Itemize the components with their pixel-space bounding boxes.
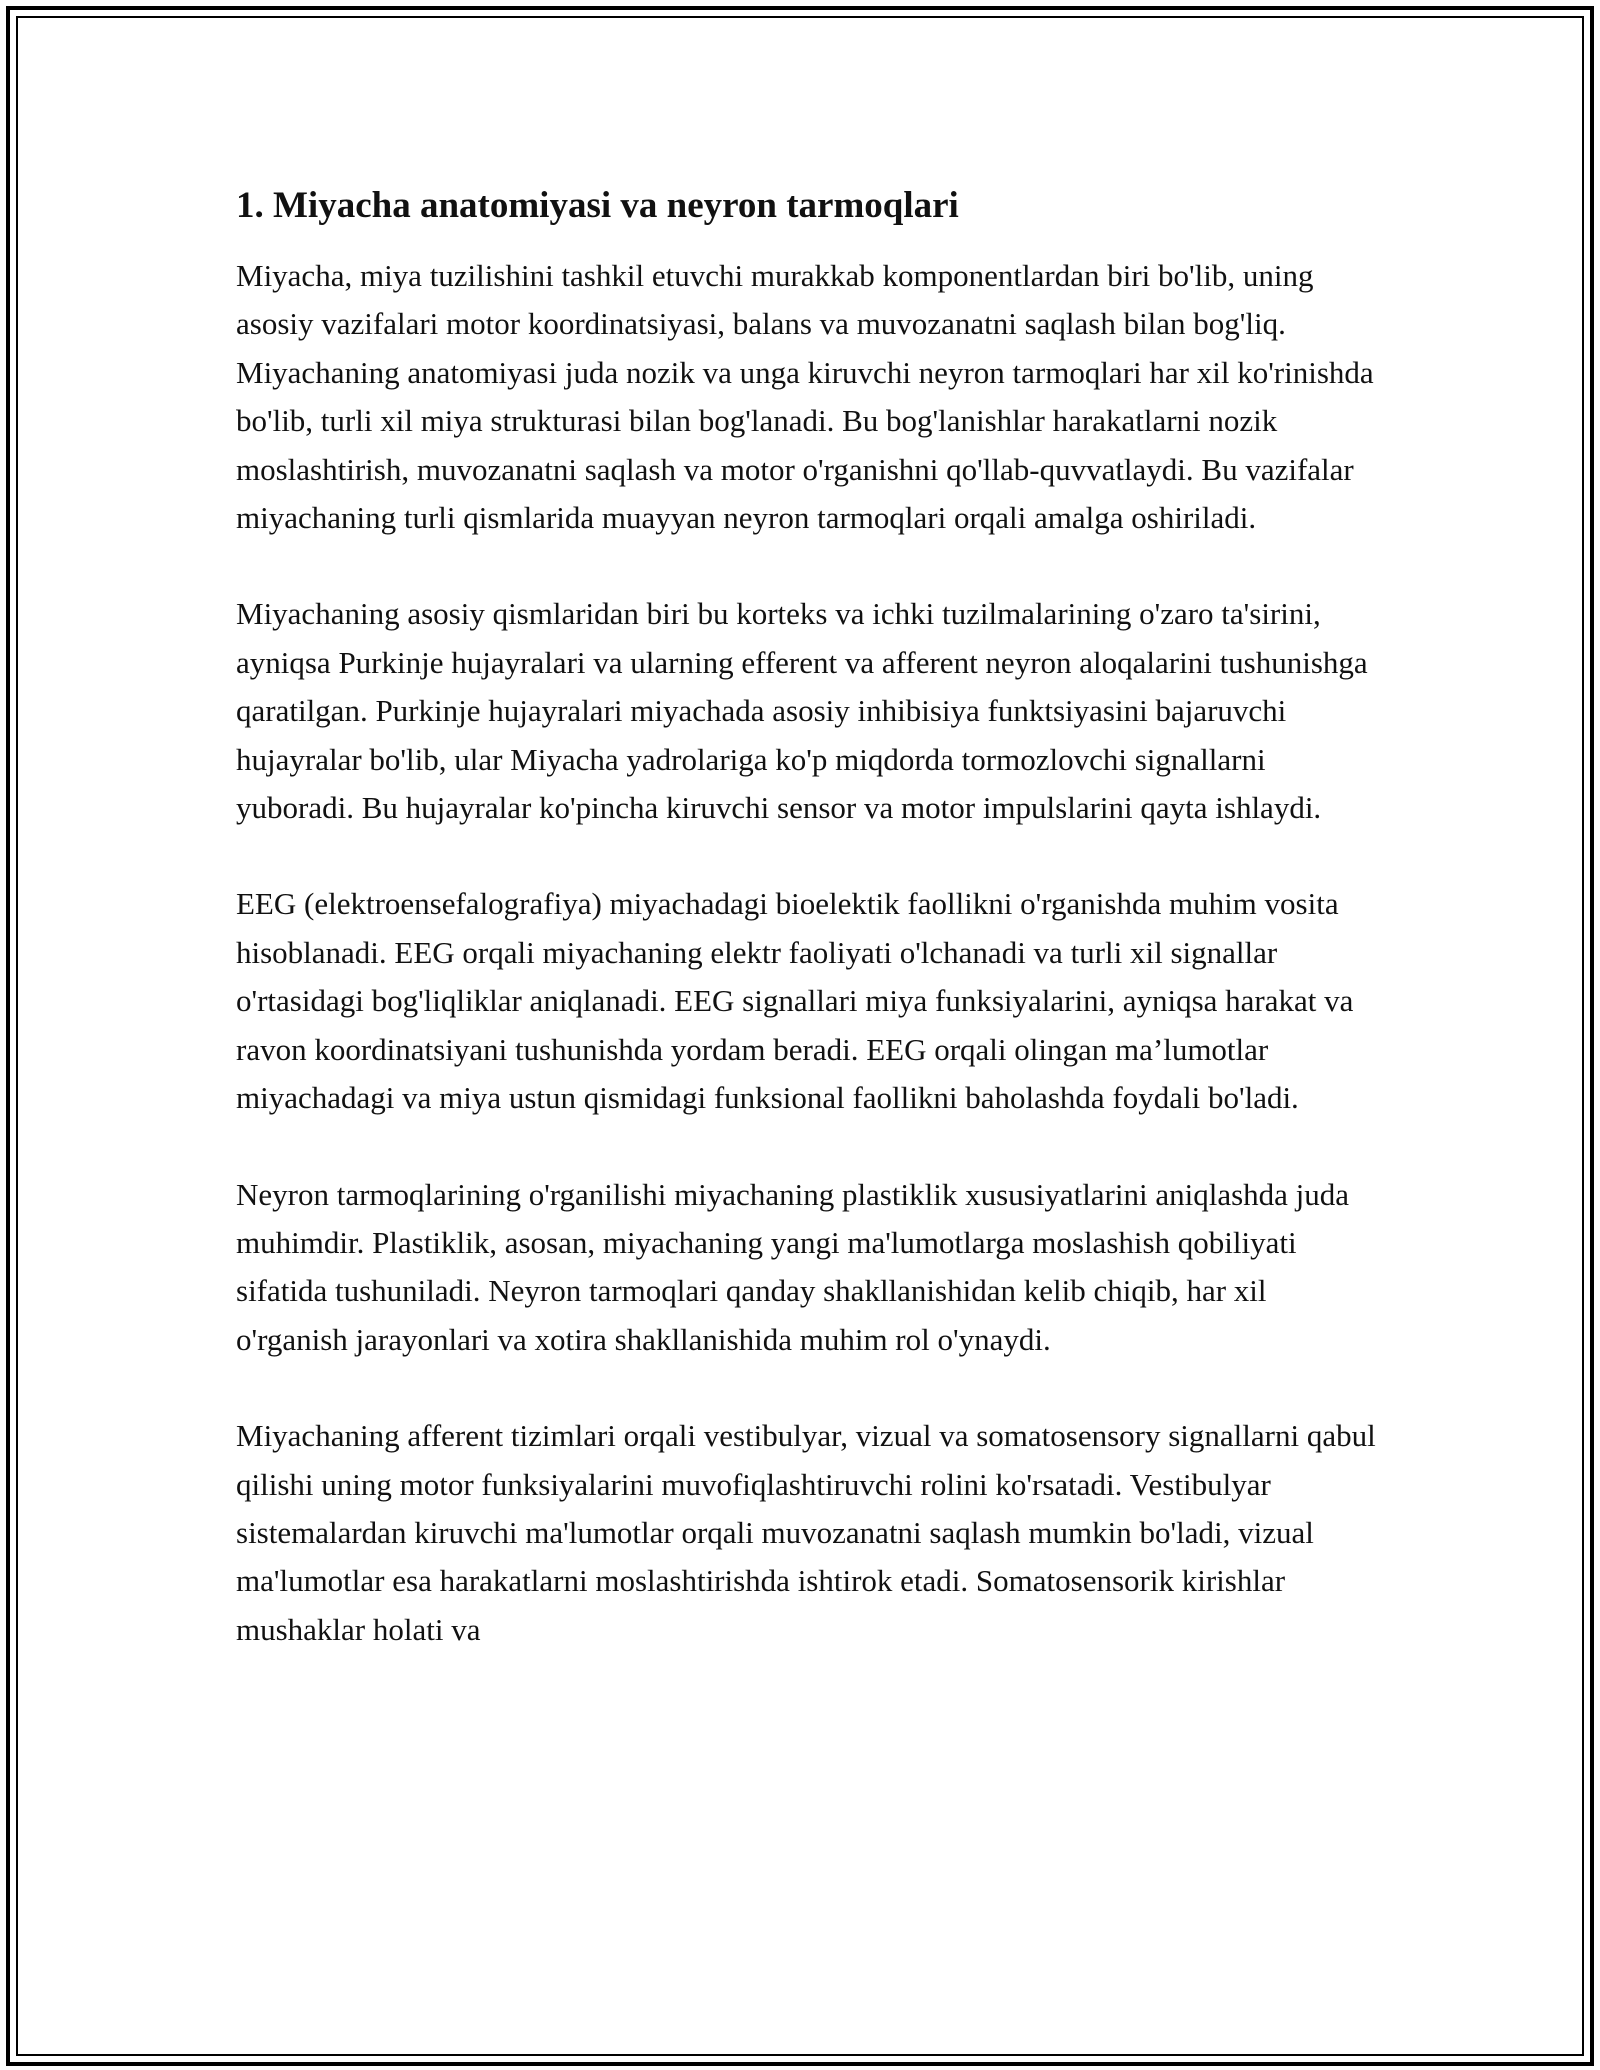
document-body — [236, 180, 1376, 1702]
paragraph-afferent: Miyachaning afferent tizimlari orqali vestibulyar, vizual va somatosensory signallarni qabul qilishi uning motor funksiyalarini muvofiqlashtiruvchi rolini ko'rsatadi. Vestibulyar sistemalardan kiruvchi ma'lumotlar orqali muvozanatni saqlash mumkin bo'ladi, vizual ma'lumotlar esa harakatlarni moslashtirishda ishtirok etadi. Somatosensorik kirishlar mushaklar holati va — [236, 1418, 1376, 1647]
paragraph-eeg: EEG (elektroensefalografiya) miyachadagi bioelektik faollikni o'rganishda muhim vosita hisoblanadi. EEG orqali miyachaning elektr faoliyati o'lchanadi va turli xil signallar o'rtasidagi bog'liqliklar aniqlanadi. EEG signallari miya funksiyalarini, ayniqsa harakat va ravon koordinatsiyani tushunishda yordam beradi. EEG orqali olingan ma’lumotlar miyachadagi va miya ustun qismidagi funksional faollikni baholashda foydali bo'ladi. — [236, 886, 1354, 1116]
paragraph-purkinje: Miyachaning asosiy qismlaridan biri bu korteks va ichki tuzilmalarining o'zaro ta'sirini, ayniqsa Purkinje hujayralari va ularning efferent va afferent neyron aloqalarini tushunishga qaratilgan. Purkinje hujayralari miyachada asosiy inhibisiya funktsiyasini bajaruvchi hujayralar bo'lib, ular Miyacha yadrolariga ko'p miqdorda tormozlovchi signallarni yuboradi. Bu hujayralar ko'pincha kiruvchi sensor va motor impulslarini qayta ishlaydi. — [236, 596, 1368, 826]
paragraph-plasticity: Neyron tarmoqlarining o'rganilishi miyachaning plastiklik xususiyatlarini aniqlashda juda muhimdir. Plastiklik, asosan, miyachaning yangi ma'lumotlarga moslashish qobiliyati sifatida tushuniladi. Neyron tarmoqlari qanday shakllanishidan kelib chiqib, har xil o'rganish jarayonlari va xotira shakllanishida muhim rol o'ynaydi. — [236, 1176, 1350, 1357]
section-heading: 1. Miyacha anatomiyasi va neyron tarmoqlari — [236, 185, 959, 226]
paragraph-anatomy: Miyacha, miya tuzilishini tashkil etuvchi murakkab komponentlardan biri bo'lib, uning asosiy vazifalari motor koordinatsiyasi, balans va muvozanatni saqlash bilan bog'liq. Miyachaning anatomiyasi juda nozik va unga kiruvchi neyron tarmoqlari har xil ko'rinishda bo'lib, turli xil miya strukturasi bilan bog'lanadi. Bu bog'lanishlar harakatlarni nozik moslashtirish, muvozanatni saqlash va motor o'rganishni qo'llab-quvvatlaydi. Bu vazifalar miyachaning turli qismlarida muayyan neyron tarmoqlari orqali amalga oshiriladi. — [236, 258, 1374, 536]
